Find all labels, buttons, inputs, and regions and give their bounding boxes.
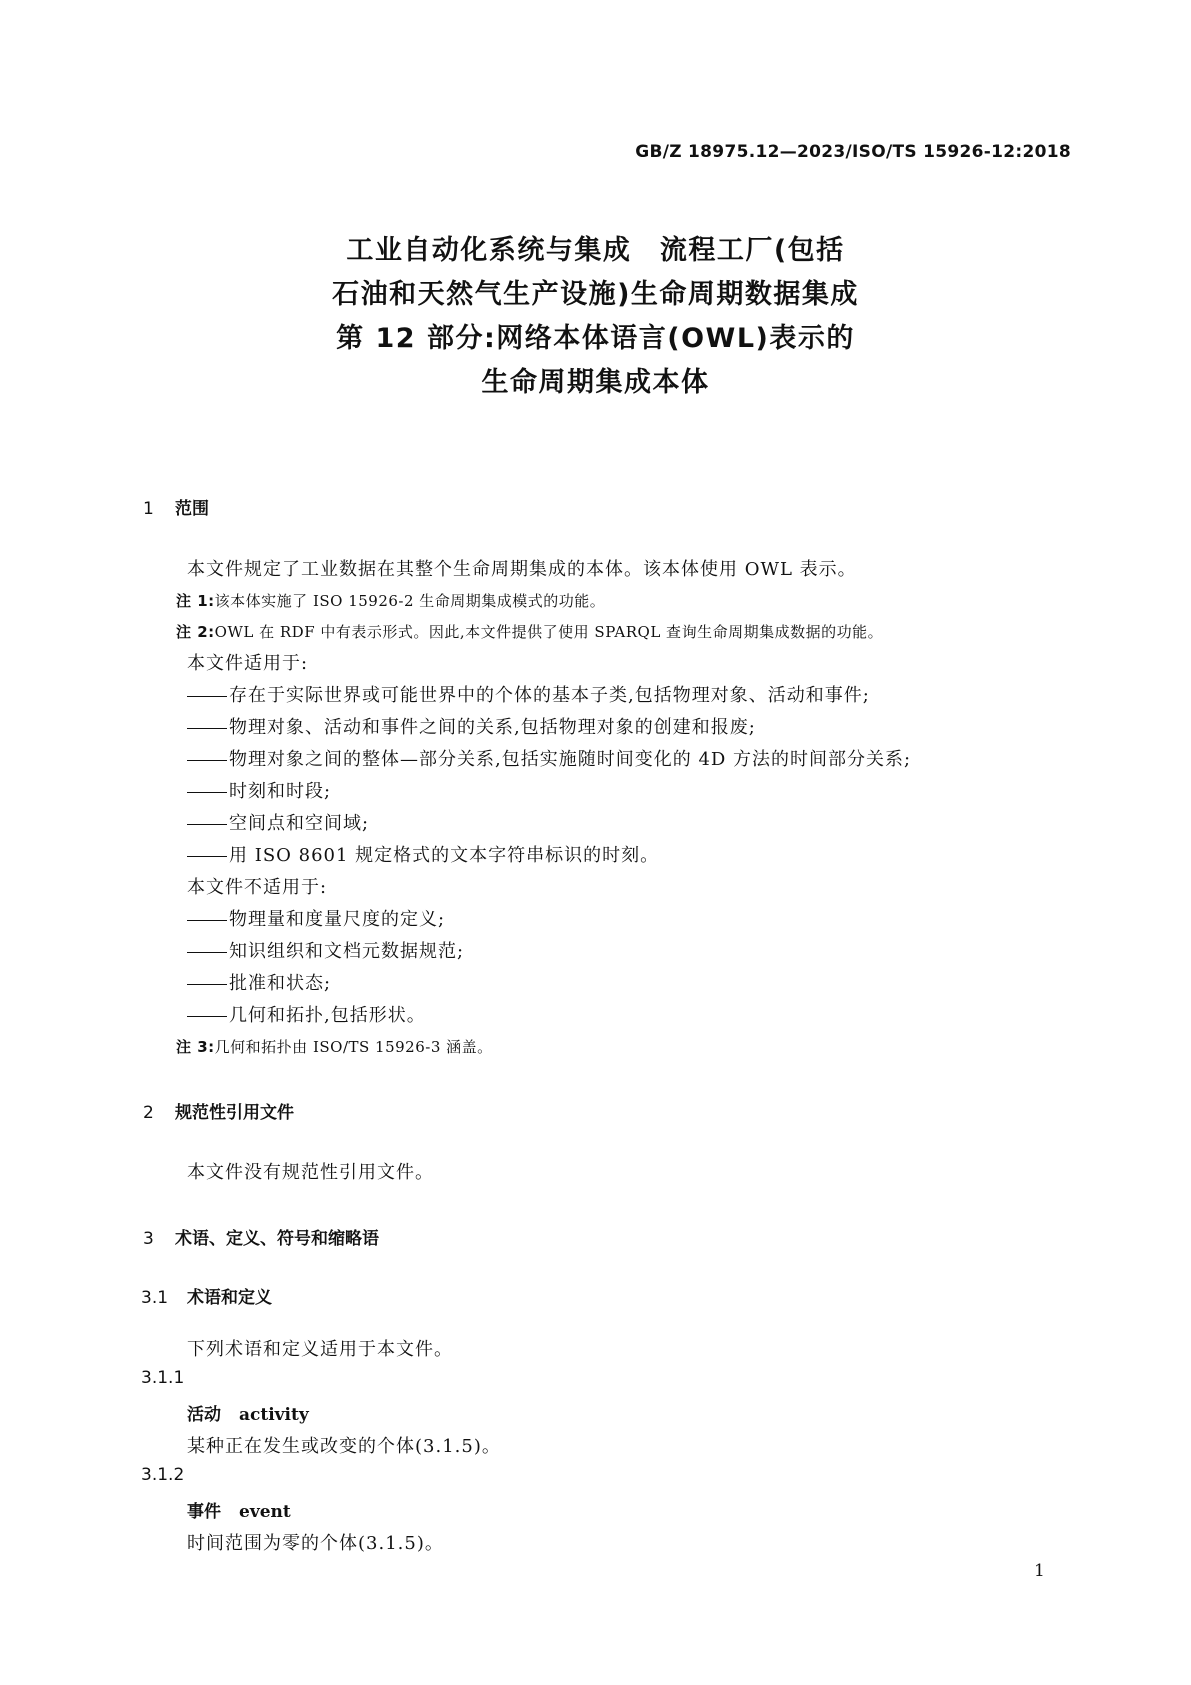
applies-label: 本文件适用于: <box>187 653 309 674</box>
term-entry <box>187 1497 291 1522</box>
title-line-2: 石油和天然气生产设施)生命周期数据集成 <box>332 279 859 310</box>
section-2-number: 2 <box>143 1103 154 1123</box>
dash <box>187 728 227 729</box>
section-3-1-heading <box>141 1283 272 1308</box>
note-3 <box>176 1036 493 1057</box>
scope-intro: 本文件规定了工业数据在其整个生命周期集成的本体。该本体使用 OWL 表示。 <box>187 559 857 580</box>
section-3-1-title: 术语和定义 <box>187 1288 272 1308</box>
term-definition: 某种正在发生或改变的个体(3.1.5)。 <box>187 1436 501 1457</box>
note-3-label: 注 3: <box>176 1038 215 1056</box>
dash <box>187 952 227 953</box>
section-1-title: 范围 <box>175 499 209 519</box>
term-entry <box>187 1400 309 1425</box>
list-item: 物理对象之间的整体—部分关系,包括实施随时间变化的 4D 方法的时间部分关系; <box>187 745 911 771</box>
note-2-label: 注 2: <box>176 623 215 641</box>
note-2 <box>176 621 883 642</box>
dash <box>187 792 227 793</box>
term-zh: 事件 <box>187 1502 221 1522</box>
note-1-text: 该本体实施了 ISO 15926-2 生命周期集成模式的功能。 <box>214 592 606 610</box>
title-line-1: 工业自动化系统与集成 流程工厂(包括 <box>346 235 845 266</box>
clause-number: 3.1.2 <box>141 1465 185 1485</box>
list-item: 时刻和时段; <box>187 777 331 803</box>
note-1-label: 注 1: <box>176 592 215 610</box>
list-item: 知识组织和文档元数据规范; <box>187 937 464 963</box>
section-3-title: 术语、定义、符号和缩略语 <box>175 1229 379 1249</box>
section-3-number: 3 <box>143 1229 154 1249</box>
section-1-heading <box>143 494 209 519</box>
dash <box>187 824 227 825</box>
note-3-text: 几何和拓扑由 ISO/TS 15926-3 涵盖。 <box>214 1038 493 1056</box>
list-item: 物理量和度量尺度的定义; <box>187 905 445 931</box>
term-en: activity <box>239 1405 309 1425</box>
term-en: event <box>239 1502 291 1522</box>
dash <box>187 760 227 761</box>
section-3-heading <box>143 1224 379 1249</box>
list-item: 几何和拓扑,包括形状。 <box>187 1001 426 1027</box>
section-2-title: 规范性引用文件 <box>175 1103 294 1123</box>
list-item: 空间点和空间域; <box>187 809 369 835</box>
list-item: 用 ISO 8601 规定格式的文本字符串标识的时刻。 <box>187 841 659 867</box>
page-number: 1 <box>1034 1561 1045 1581</box>
dash <box>187 920 227 921</box>
dash <box>187 856 227 857</box>
dash <box>187 984 227 985</box>
section-1-number: 1 <box>143 499 154 519</box>
term-definition: 时间范围为零的个体(3.1.5)。 <box>187 1533 444 1554</box>
list-item: 物理对象、活动和事件之间的关系,包括物理对象的创建和报废; <box>187 713 756 739</box>
title-line-3: 第 12 部分:网络本体语言(OWL)表示的 <box>336 323 855 354</box>
not-applies-label: 本文件不适用于: <box>187 877 328 898</box>
section-2-heading <box>143 1098 294 1123</box>
terms-intro: 下列术语和定义适用于本文件。 <box>187 1339 453 1360</box>
document-number-header: GB/Z 18975.12—2023/ISO/TS 15926-12:2018 <box>635 142 1071 162</box>
dash <box>187 696 227 697</box>
note-2-text: OWL 在 RDF 中有表示形式。因此,本文件提供了使用 SPARQL 查询生命周期集成数据的功能。 <box>214 623 884 641</box>
note-1 <box>176 590 605 611</box>
list-item: 存在于实际世界或可能世界中的个体的基本子类,包括物理对象、活动和事件; <box>187 681 870 707</box>
section-2-text: 本文件没有规范性引用文件。 <box>187 1162 434 1183</box>
dash <box>187 1016 227 1017</box>
term-zh: 活动 <box>187 1405 221 1425</box>
section-3-1-number: 3.1 <box>141 1288 169 1308</box>
clause-number: 3.1.1 <box>141 1368 185 1388</box>
title-line-4: 生命周期集成本体 <box>481 367 710 398</box>
list-item: 批准和状态; <box>187 969 331 995</box>
